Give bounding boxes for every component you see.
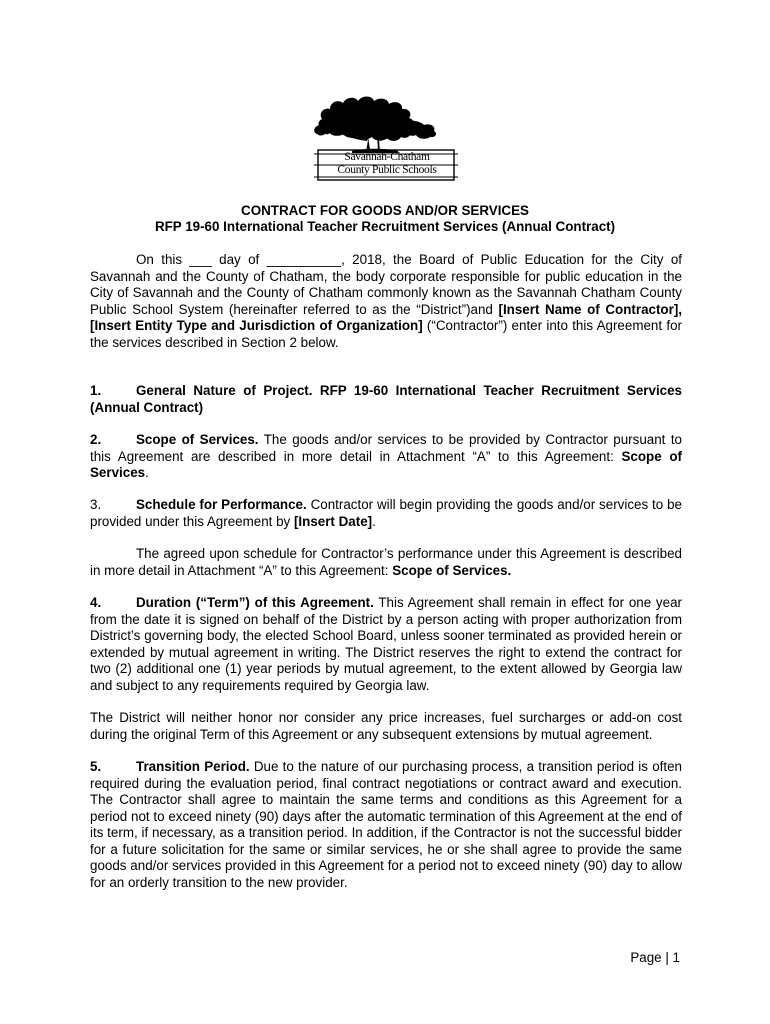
section-2-end: .: [145, 465, 149, 480]
section-4b-text: The District will neither honor nor consider any price increases, fuel surcharges or add-on cost during the original Term of this Agreement or any subsequent extensions by mutual agreement.: [90, 710, 682, 742]
section-3-bold-end: [Insert Date]: [293, 513, 373, 529]
section-3b-bold-end: Scope of Services.: [392, 562, 512, 578]
section-1-heading: General Nature of Project. RFP 19-60 International Teacher Recruitment Services (Annual Contract): [90, 383, 682, 415]
section-3-text: Contractor will begin providing the goods and/or services to be provided under this Agreement by: [90, 497, 682, 529]
logo-line-1: Savannah-Chatham: [344, 151, 430, 163]
section-3-schedule-paragraph: [90, 546, 682, 579]
section-4-number: 4.: [90, 595, 102, 610]
section-2-bold-end: Scope of Services: [90, 448, 682, 480]
intro-paragraph: [90, 252, 682, 351]
section-2-heading: Scope of Services.: [136, 432, 259, 447]
section-2-text: The goods and/or services to be provided by Contractor pursuant to this Agreement are described in more detail in Attachment “A” to this Agreement:: [90, 432, 682, 464]
section-5-text: Due to the nature of our purchasing process, a transition period is often required during the evaluation period, final contract negotiations or contract award and execution. The Contractor shall agree to maintain the same terms and conditions as this Agreement for a period not to exceed ninety (90) days after the automatic termination of this Agreement at the end of its term, if necessary, as a transition period. In addition, if the Contractor is not the successful bidder for a future solicitation for the same or similar services, he or she shall agree to provide the same goods and/or services provided in this Agreement for a period not to exceed ninety (90) day to allow for an orderly transition to the new provider.: [90, 759, 682, 890]
section-2-number: 2.: [90, 432, 102, 447]
section-3b-text: The agreed upon schedule for Contractor’s performance under this Agreement is described in more detail in Attachment “A” to this Agreement:: [90, 546, 682, 578]
page-number: Page | 1: [630, 950, 680, 965]
section-4-text: This Agreement shall remain in effect for one year from the date it is signed on behalf of the District by a person acting with proper authorization from District’s governing body, the elected School Board, unless sooner terminated as provided herein or extended by mutual agreement in writing. The District reserves the right to extend the contract for two (2) additional one (1) year periods by mutual agreement, to the extent allowed by Georgia law and subject to any requirements required by Georgia law.: [90, 595, 682, 693]
section-3-heading: Schedule for Performance.: [136, 497, 307, 512]
logo-line-2: County Public Schools: [337, 164, 437, 176]
section-4: [90, 595, 682, 694]
intro-text-1: On this ___ day of __________, 2018, the Board of Public Education for the City of Savannah and the County of Chatham, the body corporate responsible for public education in the City of Savannah and the County of Chatham commonly known as the Savannah Chatham County Public School System (hereinafter referred to as the “District”)and: [90, 252, 682, 317]
school-district-logo: [312, 92, 460, 184]
intro-text-2: (“Contractor”) enter into this Agreement for the services described in Section 2 below.: [90, 318, 682, 350]
section-5-heading: Transition Period.: [136, 759, 250, 774]
section-3-end: .: [372, 513, 376, 529]
section-3-number: 3.: [90, 497, 102, 512]
contract-title: CONTRACT FOR GOODS AND/OR SERVICES: [241, 203, 529, 218]
section-1: [90, 383, 682, 416]
logo-text-box: [312, 150, 460, 180]
section-4-heading: Duration (“Term”) of this Agreement.: [136, 595, 374, 610]
section-4-pricing-paragraph: [90, 710, 682, 743]
section-1-number: 1.: [90, 383, 102, 398]
section-2: [90, 432, 682, 482]
intro-bold-contractor: [Insert Name of Contractor], [Insert Entity Type and Jurisdiction of Organization]: [90, 301, 682, 333]
section-5-number: 5.: [90, 759, 102, 774]
contract-subtitle: RFP 19-60 International Teacher Recruitment Services (Annual Contract): [154, 219, 616, 234]
section-3: [90, 497, 682, 530]
section-5: [90, 759, 682, 891]
